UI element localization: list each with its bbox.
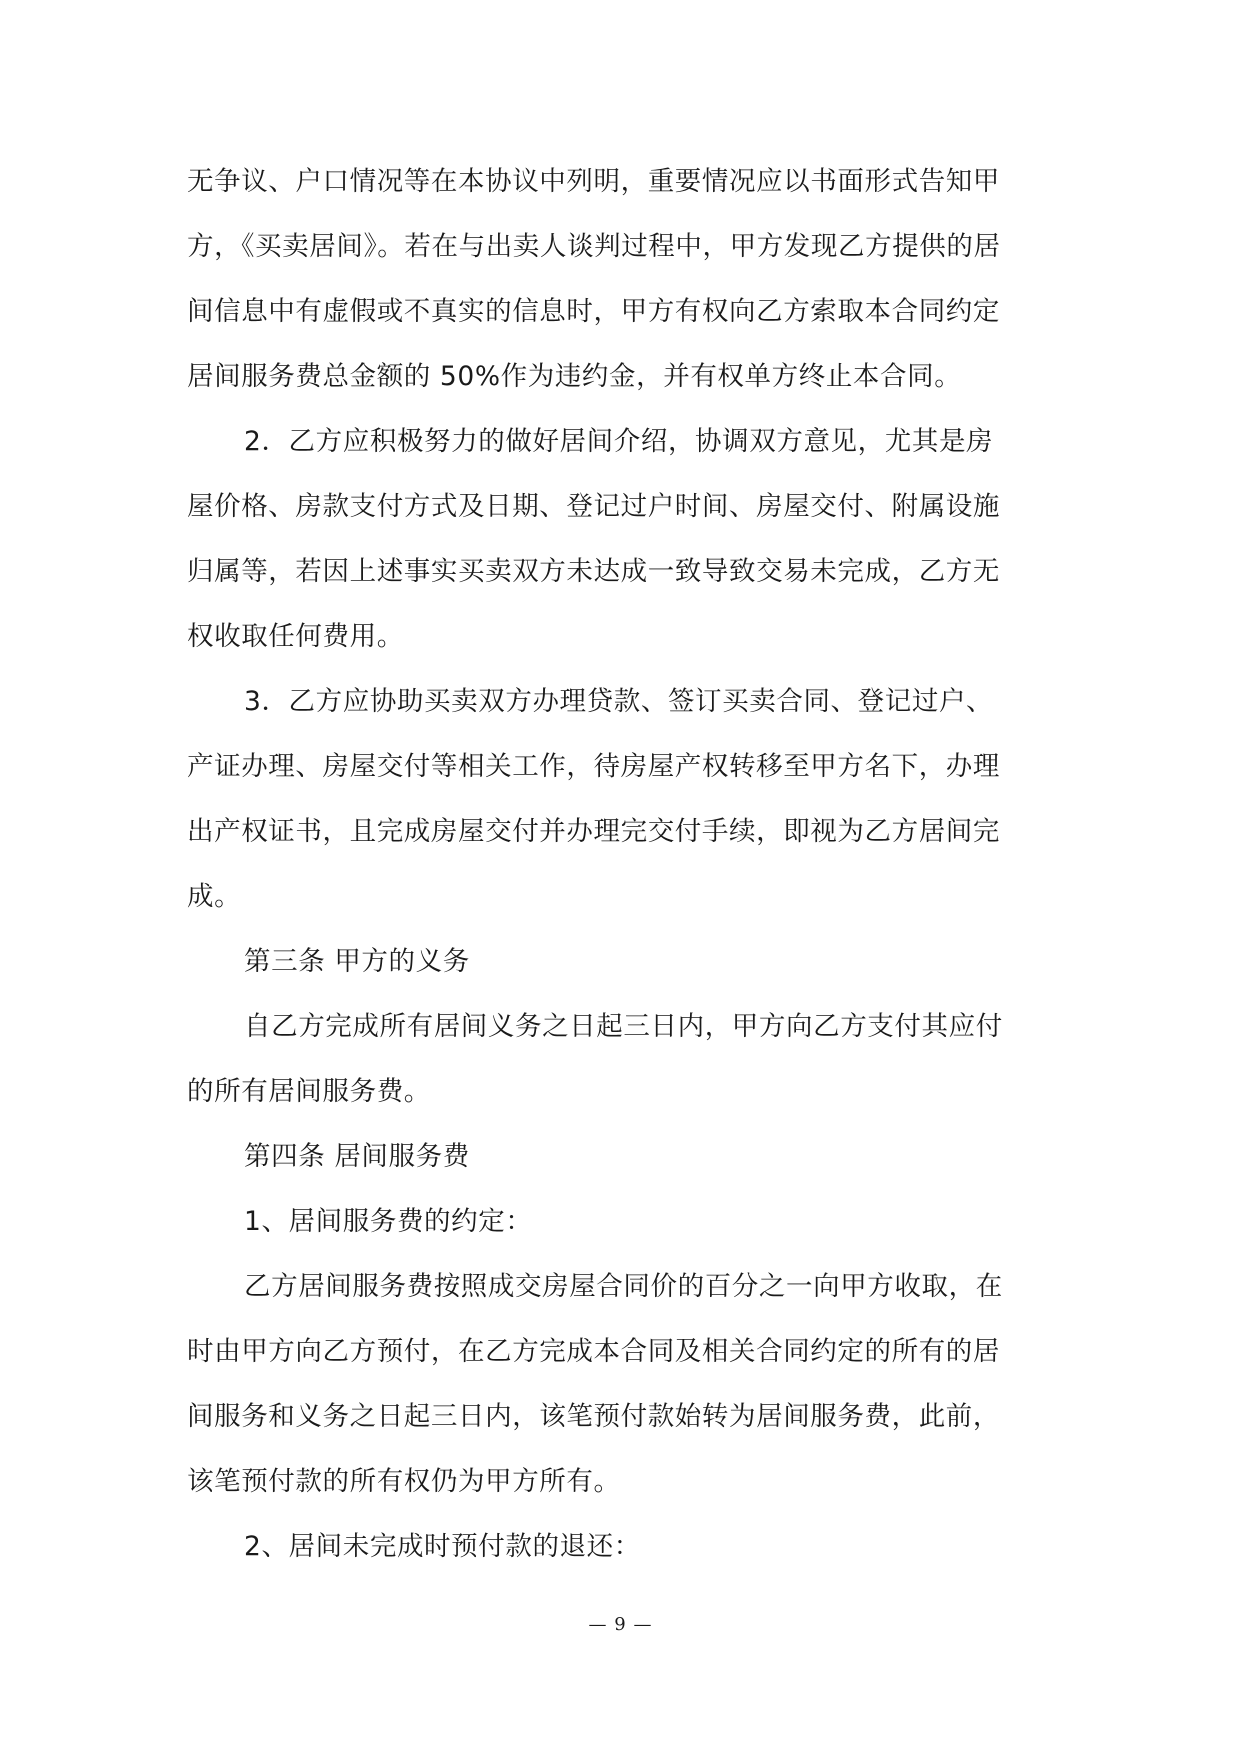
article-3-heading: 第三条 甲方的义务 [244,946,470,977]
page-number: — 9 — [588,1614,653,1635]
article-4-item-1-line-3: 间服务和义务之日起三日内，该笔预付款始转为居间服务费，此前， [187,1401,1000,1432]
article-4-item-1-heading: 1、居间服务费的约定： [244,1206,533,1237]
article-4-item-1-line-2: 时由甲方向乙方预付，在乙方完成本合同及相关合同约定的所有的居 [187,1336,1000,1367]
text-line-1: 无争议、户口情况等在本协议中列明，重要情况应以书面形式告知甲 [187,166,1000,197]
article-4-item-1-line-4: 该笔预付款的所有权仍为甲方所有。 [187,1466,621,1497]
article-4-item-1-line-1: 乙方居间服务费按照成交房屋合同价的百分之一向甲方收取，在 [244,1271,1003,1302]
article-3-line-1: 自乙方完成所有居间义务之日起三日内，甲方向乙方支付其应付 [244,1011,1003,1042]
text-line-2: 方，《买卖居间》。若在与出卖人谈判过程中，甲方发现乙方提供的居 [187,231,1001,262]
clause-2-line-4: 权收取任何费用。 [187,621,404,652]
clause-2-line-3: 归属等，若因上述事实买卖双方未达成一致导致交易未完成，乙方无 [187,556,1000,587]
clause-2-line-1: 2．乙方应积极努力的做好居间介绍，协调双方意见，尤其是房 [244,426,994,457]
article-4-item-2-heading: 2、居间未完成时预付款的退还： [244,1531,641,1562]
clause-3-line-4: 成。 [187,881,242,912]
article-3-line-2: 的所有居间服务费。 [187,1076,431,1107]
clause-3-line-1: 3．乙方应协助买卖双方办理贷款、签订买卖合同、登记过户、 [244,686,994,717]
text-line-4: 居间服务费总金额的 50%作为违约金，并有权单方终止本合同。 [187,361,962,392]
clause-2-line-2: 屋价格、房款支付方式及日期、登记过户时间、房屋交付、附属设施 [187,491,1000,522]
text-line-3: 间信息中有虚假或不真实的信息时，甲方有权向乙方索取本合同约定 [187,296,1000,327]
clause-3-line-2: 产证办理、房屋交付等相关工作，待房屋产权转移至甲方名下，办理 [187,751,1000,782]
article-4-heading: 第四条 居间服务费 [244,1141,470,1172]
clause-3-line-3: 出产权证书，且完成房屋交付并办理完交付手续，即视为乙方居间完 [187,816,1000,847]
